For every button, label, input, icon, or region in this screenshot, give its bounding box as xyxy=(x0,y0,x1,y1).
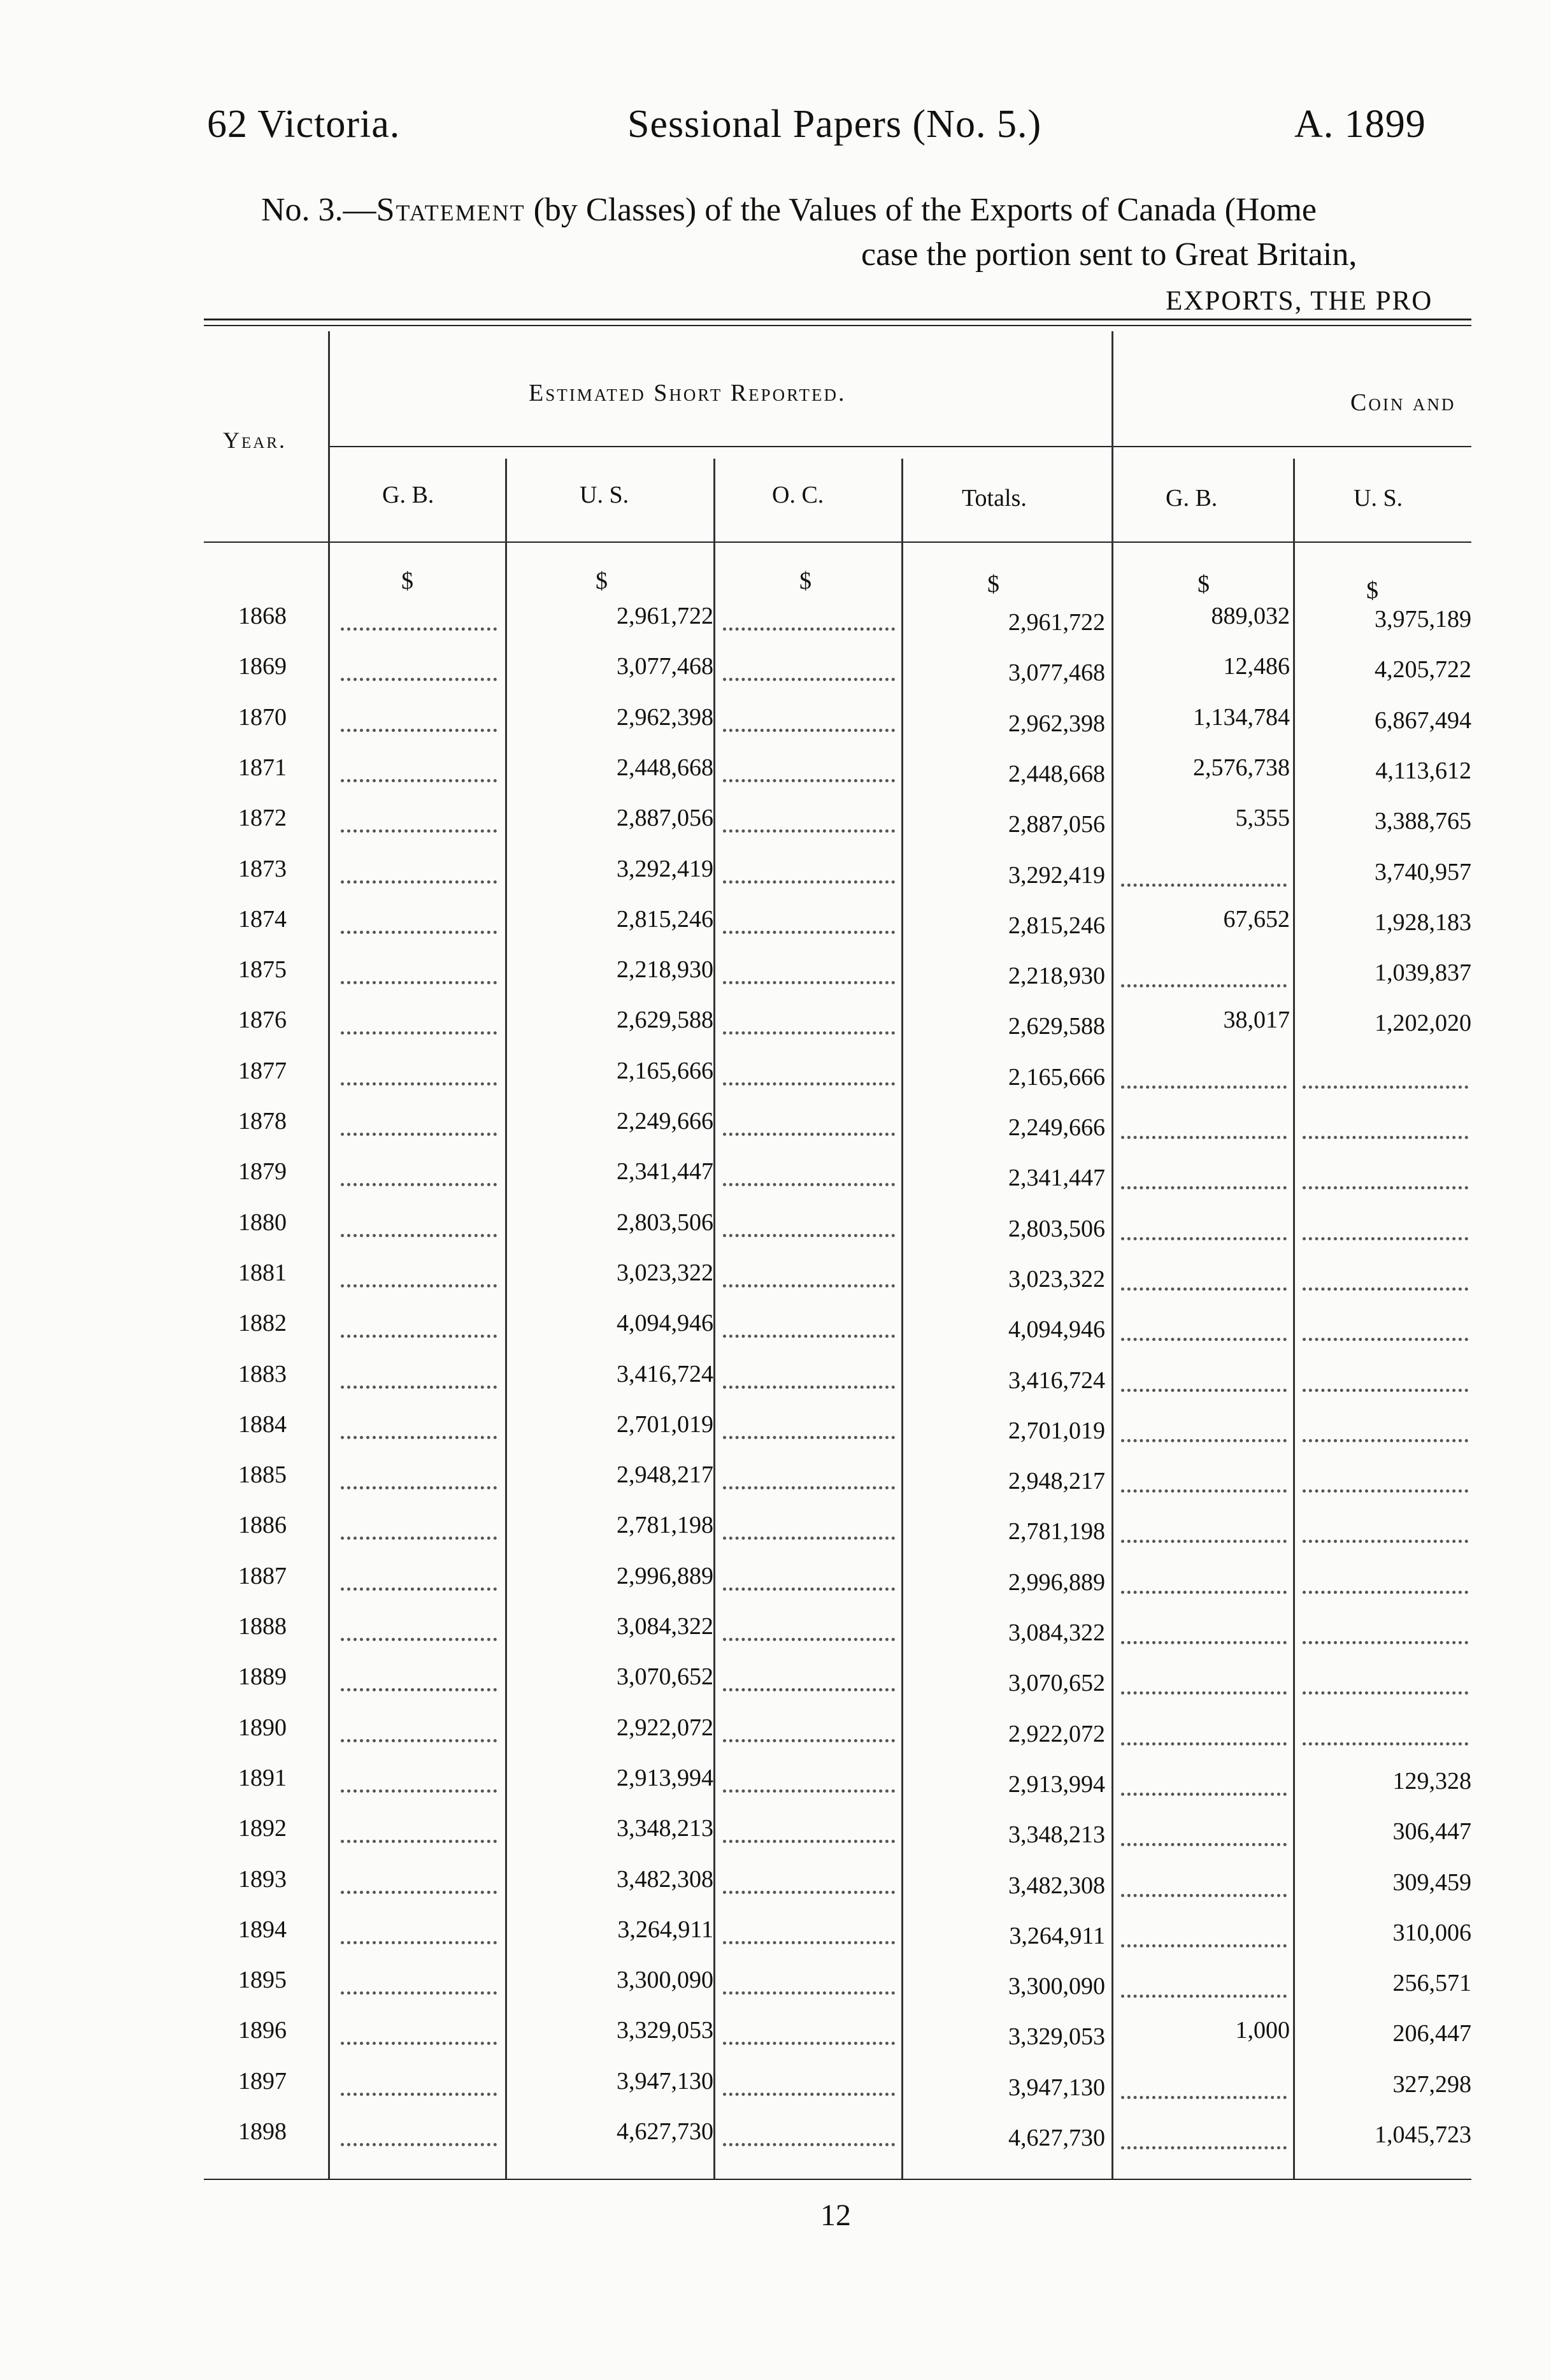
statement-word: Statement xyxy=(376,192,525,228)
leader-dots xyxy=(341,678,497,681)
leader-dots xyxy=(341,729,497,732)
leader-dots xyxy=(341,1789,497,1793)
total-value-cell: 2,913,994 xyxy=(1008,1771,1105,1798)
leader-dots xyxy=(341,931,497,934)
leader-dots xyxy=(1121,1237,1287,1240)
leader-dots xyxy=(723,1183,895,1186)
leader-dots xyxy=(723,829,895,833)
table-row xyxy=(0,1562,1551,1613)
leader-dots xyxy=(723,1284,895,1287)
us-coin-value-cell: 129,328 xyxy=(1392,1768,1471,1795)
leader-dots xyxy=(1121,1186,1287,1189)
leader-dots xyxy=(1303,1086,1468,1089)
total-value-cell: 3,329,053 xyxy=(1008,2023,1105,2050)
table-row xyxy=(0,1764,1551,1815)
total-value-cell: 2,803,506 xyxy=(1008,1215,1105,1242)
us-value-cell: 3,416,724 xyxy=(617,1361,713,1387)
us-value-cell: 3,329,053 xyxy=(617,2017,713,2044)
table-row xyxy=(0,1461,1551,1512)
leader-dots xyxy=(723,1688,895,1691)
leader-dots xyxy=(1121,1641,1287,1644)
leader-dots xyxy=(723,1840,895,1843)
total-value-cell: 4,627,730 xyxy=(1008,2125,1105,2151)
header-series: Sessional Papers (No. 5.) xyxy=(627,103,1042,146)
column-header-us2: U. S. xyxy=(1354,485,1403,512)
leader-dots xyxy=(341,1234,497,1237)
year-cell: 1881 xyxy=(238,1259,287,1286)
statement-title-line2: case the portion sent to Great Britain, xyxy=(861,236,1357,273)
total-value-cell: 2,961,722 xyxy=(1008,609,1105,636)
leader-dots xyxy=(723,1234,895,1237)
table-row xyxy=(0,1057,1551,1108)
total-value-cell: 3,077,468 xyxy=(1008,659,1105,686)
table-row xyxy=(0,1511,1551,1562)
year-cell: 1872 xyxy=(238,805,287,831)
leader-dots xyxy=(723,1941,895,1944)
leader-dots xyxy=(341,627,497,631)
leader-dots xyxy=(1303,1439,1468,1442)
us-coin-value-cell: 1,928,183 xyxy=(1375,909,1471,936)
us-value-cell: 2,962,398 xyxy=(617,704,713,731)
table-row xyxy=(0,703,1551,754)
table-row xyxy=(0,1612,1551,1663)
table-bottom-rule xyxy=(204,2179,1471,2180)
gb-coin-value-cell: 1,134,784 xyxy=(1193,704,1290,731)
leader-dots xyxy=(723,880,895,884)
total-value-cell: 2,815,246 xyxy=(1008,912,1105,939)
year-cell: 1894 xyxy=(238,1916,287,1943)
us-coin-value-cell: 6,867,494 xyxy=(1375,707,1471,734)
leader-dots xyxy=(1121,1389,1287,1392)
leader-dots xyxy=(723,2042,895,2045)
leader-dots xyxy=(341,1436,497,1439)
dollar-sign-gb: $ xyxy=(401,568,413,594)
us-coin-value-cell: 3,975,189 xyxy=(1375,606,1471,633)
dollar-sign-us2: $ xyxy=(1366,577,1378,604)
us-value-cell: 2,887,056 xyxy=(617,805,713,831)
leader-dots xyxy=(341,2143,497,2146)
column-header-us: U. S. xyxy=(580,482,629,508)
leader-dots xyxy=(723,627,895,631)
total-value-cell: 3,482,308 xyxy=(1008,1872,1105,1899)
gb-coin-value-cell: 12,486 xyxy=(1223,653,1290,680)
leader-dots xyxy=(1121,2096,1287,2099)
leader-dots xyxy=(341,1991,497,1995)
leader-dots xyxy=(723,1638,895,1641)
table-row xyxy=(0,1107,1551,1158)
year-cell: 1869 xyxy=(238,653,287,680)
total-value-cell: 3,084,322 xyxy=(1008,1619,1105,1646)
leader-dots xyxy=(723,1739,895,1742)
table-row xyxy=(0,905,1551,956)
leader-dots xyxy=(1303,1237,1468,1240)
leader-dots xyxy=(341,1133,497,1136)
gb-coin-value-cell: 5,355 xyxy=(1235,805,1290,831)
us-value-cell: 3,348,213 xyxy=(617,1815,713,1842)
column-header-gb: G. B. xyxy=(382,482,434,508)
us-value-cell: 2,629,588 xyxy=(617,1007,713,1033)
us-value-cell: 2,922,072 xyxy=(617,1714,713,1741)
leader-dots xyxy=(341,1891,497,1894)
year-cell: 1896 xyxy=(238,2017,287,2044)
total-value-cell: 2,341,447 xyxy=(1008,1165,1105,1191)
leader-dots xyxy=(341,1335,497,1338)
table-row xyxy=(0,956,1551,1007)
year-cell: 1897 xyxy=(238,2068,287,2095)
us-value-cell: 2,701,019 xyxy=(617,1411,713,1438)
table-row xyxy=(0,1006,1551,1057)
total-value-cell: 2,249,666 xyxy=(1008,1114,1105,1141)
year-cell: 1878 xyxy=(238,1108,287,1135)
us-value-cell: 3,482,308 xyxy=(617,1866,713,1893)
year-cell: 1895 xyxy=(238,1967,287,1993)
year-cell: 1888 xyxy=(238,1613,287,1640)
leader-dots xyxy=(1303,1691,1468,1695)
us-coin-value-cell: 1,045,723 xyxy=(1375,2121,1471,2148)
leader-dots xyxy=(723,1082,895,1086)
leader-dots xyxy=(341,1537,497,1540)
leader-dots xyxy=(1303,1389,1468,1392)
total-value-cell: 3,348,213 xyxy=(1008,1821,1105,1848)
leader-dots xyxy=(341,1183,497,1186)
table-row xyxy=(0,1360,1551,1411)
leader-dots xyxy=(1121,1944,1287,1947)
year-cell: 1898 xyxy=(238,2118,287,2145)
table-row xyxy=(0,1663,1551,1714)
total-value-cell: 3,023,322 xyxy=(1008,1266,1105,1293)
leader-dots xyxy=(341,1638,497,1641)
leader-dots xyxy=(341,981,497,984)
total-value-cell: 2,962,398 xyxy=(1008,710,1105,737)
year-cell: 1889 xyxy=(238,1663,287,1690)
leader-dots xyxy=(1303,1489,1468,1493)
header-year: A. 1899 xyxy=(1294,103,1426,146)
year-cell: 1893 xyxy=(238,1866,287,1893)
us-value-cell: 2,249,666 xyxy=(617,1108,713,1135)
total-value-cell: 2,948,217 xyxy=(1008,1468,1105,1495)
leader-dots xyxy=(1303,1591,1468,1594)
table-row xyxy=(0,1714,1551,1765)
leader-dots xyxy=(341,2042,497,2045)
leader-dots xyxy=(1121,1489,1287,1493)
us-value-cell: 3,264,911 xyxy=(617,1916,713,1943)
leader-dots xyxy=(1303,1338,1468,1341)
us-value-cell: 3,084,322 xyxy=(617,1613,713,1640)
year-cell: 1868 xyxy=(238,603,287,629)
leader-dots xyxy=(1121,2146,1287,2149)
leader-dots xyxy=(723,1133,895,1136)
column-header-gb2: G. B. xyxy=(1166,485,1218,512)
leader-dots xyxy=(723,1486,895,1489)
us-value-cell: 2,948,217 xyxy=(617,1461,713,1488)
gb-coin-value-cell: 2,576,738 xyxy=(1193,754,1290,781)
year-cell: 1876 xyxy=(238,1007,287,1033)
total-value-cell: 3,300,090 xyxy=(1008,1973,1105,2000)
table-row xyxy=(0,1158,1551,1208)
leader-dots xyxy=(1121,1691,1287,1695)
leader-dots xyxy=(1121,984,1287,987)
year-cell: 1880 xyxy=(238,1209,287,1236)
leader-dots xyxy=(1121,1136,1287,1139)
leader-dots xyxy=(341,829,497,833)
year-cell: 1887 xyxy=(238,1563,287,1589)
leader-dots xyxy=(1121,1742,1287,1746)
us-value-cell: 4,627,730 xyxy=(617,2118,713,2145)
leader-dots xyxy=(723,1789,895,1793)
year-cell: 1883 xyxy=(238,1361,287,1387)
us-value-cell: 2,996,889 xyxy=(617,1563,713,1589)
total-value-cell: 3,416,724 xyxy=(1008,1367,1105,1394)
us-coin-value-cell: 1,202,020 xyxy=(1375,1010,1471,1036)
leader-dots xyxy=(723,2143,895,2146)
leader-dots xyxy=(341,1941,497,1944)
leader-dots xyxy=(341,1486,497,1489)
leader-dots xyxy=(723,779,895,782)
total-value-cell: 2,448,668 xyxy=(1008,761,1105,787)
column-header-totals: Totals. xyxy=(962,485,1027,512)
us-value-cell: 2,781,198 xyxy=(617,1512,713,1538)
us-value-cell: 3,300,090 xyxy=(617,1967,713,1993)
us-value-cell: 2,448,668 xyxy=(617,754,713,781)
table-row xyxy=(0,1814,1551,1865)
us-value-cell: 3,947,130 xyxy=(617,2068,713,2095)
leader-dots xyxy=(1121,1591,1287,1594)
dollar-sign-oc: $ xyxy=(799,568,811,594)
leader-dots xyxy=(723,1588,895,1591)
table-row xyxy=(0,2118,1551,2169)
group-header-coin: Coin and xyxy=(1350,389,1456,416)
us-value-cell: 2,341,447 xyxy=(617,1158,713,1185)
us-coin-value-cell: 327,298 xyxy=(1392,2071,1471,2098)
leader-dots xyxy=(1121,1439,1287,1442)
leader-dots xyxy=(1121,884,1287,887)
year-cell: 1882 xyxy=(238,1310,287,1337)
leader-dots xyxy=(723,1335,895,1338)
us-value-cell: 3,292,419 xyxy=(617,856,713,882)
leader-dots xyxy=(723,2093,895,2096)
leader-dots xyxy=(723,1537,895,1540)
year-cell: 1871 xyxy=(238,754,287,781)
us-coin-value-cell: 310,006 xyxy=(1392,1919,1471,1946)
us-coin-value-cell: 206,447 xyxy=(1392,2020,1471,2047)
leader-dots xyxy=(1121,1793,1287,1796)
table-top-rule-2 xyxy=(204,325,1471,326)
leader-dots xyxy=(723,1436,895,1439)
dollar-sign-totals: $ xyxy=(987,571,999,598)
total-value-cell: 2,922,072 xyxy=(1008,1721,1105,1747)
statement-title-rest: (by Classes) of the Values of the Exports of Canada (Home xyxy=(525,192,1317,228)
year-cell: 1879 xyxy=(238,1158,287,1185)
us-value-cell: 2,165,666 xyxy=(617,1057,713,1084)
us-coin-value-cell: 3,740,957 xyxy=(1375,859,1471,885)
total-value-cell: 3,947,130 xyxy=(1008,2074,1105,2101)
us-value-cell: 2,803,506 xyxy=(617,1209,713,1236)
leader-dots xyxy=(1121,1338,1287,1341)
group-header-estimated: Estimated Short Reported. xyxy=(529,380,847,406)
leader-dots xyxy=(1121,1540,1287,1543)
table-row xyxy=(0,1916,1551,1967)
year-column-header: Year. xyxy=(223,427,287,453)
year-cell: 1875 xyxy=(238,956,287,983)
leader-dots xyxy=(1303,1742,1468,1746)
us-value-cell: 3,023,322 xyxy=(617,1259,713,1286)
year-cell: 1874 xyxy=(238,906,287,933)
year-cell: 1873 xyxy=(238,856,287,882)
dollar-sign-gb2: $ xyxy=(1197,571,1210,598)
leader-dots xyxy=(341,779,497,782)
leader-dots xyxy=(723,729,895,732)
us-value-cell: 2,218,930 xyxy=(617,956,713,983)
leader-dots xyxy=(341,1031,497,1035)
us-value-cell: 2,961,722 xyxy=(617,603,713,629)
table-row xyxy=(0,1259,1551,1310)
us-coin-value-cell: 4,113,612 xyxy=(1375,757,1471,784)
table-row xyxy=(0,804,1551,855)
gb-coin-value-cell: 1,000 xyxy=(1235,2017,1290,2044)
statement-title-line3: EXPORTS, THE PRO xyxy=(1166,286,1433,316)
total-value-cell: 2,218,930 xyxy=(1008,963,1105,989)
us-value-cell: 3,070,652 xyxy=(617,1663,713,1690)
total-value-cell: 4,094,946 xyxy=(1008,1316,1105,1343)
table-row xyxy=(0,1966,1551,2017)
total-value-cell: 3,264,911 xyxy=(1009,1923,1105,1949)
year-cell: 1885 xyxy=(238,1461,287,1488)
gb-coin-value-cell: 38,017 xyxy=(1223,1007,1290,1033)
table-row xyxy=(0,2067,1551,2118)
group-underline xyxy=(328,446,1471,447)
year-cell: 1891 xyxy=(238,1765,287,1791)
table-row xyxy=(0,652,1551,703)
leader-dots xyxy=(723,981,895,984)
leader-dots xyxy=(1303,1641,1468,1644)
column-header-oc: O. C. xyxy=(772,482,824,508)
gb-coin-value-cell: 67,652 xyxy=(1223,906,1290,933)
us-value-cell: 2,815,246 xyxy=(617,906,713,933)
year-cell: 1884 xyxy=(238,1411,287,1438)
us-value-cell: 4,094,946 xyxy=(617,1310,713,1337)
leader-dots xyxy=(341,1688,497,1691)
leader-dots xyxy=(341,1739,497,1742)
table-row xyxy=(0,1208,1551,1259)
leader-dots xyxy=(723,1031,895,1035)
leader-dots xyxy=(1303,1186,1468,1189)
us-value-cell: 3,077,468 xyxy=(617,653,713,680)
total-value-cell: 2,701,019 xyxy=(1008,1417,1105,1444)
leader-dots xyxy=(341,2093,497,2096)
statement-title-line1 xyxy=(261,191,1317,229)
leader-dots xyxy=(341,1386,497,1389)
year-cell: 1870 xyxy=(238,704,287,731)
table-row xyxy=(0,1865,1551,1916)
total-value-cell: 2,165,666 xyxy=(1008,1064,1105,1091)
leader-dots xyxy=(1121,1287,1287,1291)
us-coin-value-cell: 4,205,722 xyxy=(1375,656,1471,683)
total-value-cell: 2,629,588 xyxy=(1008,1013,1105,1040)
us-coin-value-cell: 256,571 xyxy=(1392,1970,1471,1996)
leader-dots xyxy=(1121,1086,1287,1089)
table-top-rule xyxy=(204,319,1471,320)
table-row xyxy=(0,2016,1551,2067)
leader-dots xyxy=(1121,1995,1287,1998)
leader-dots xyxy=(1303,1287,1468,1291)
leader-dots xyxy=(723,1891,895,1894)
us-coin-value-cell: 1,039,837 xyxy=(1375,959,1471,986)
leader-dots xyxy=(341,1082,497,1086)
table-row xyxy=(0,1410,1551,1461)
table-row xyxy=(0,855,1551,906)
leader-dots xyxy=(341,1840,497,1843)
leader-dots xyxy=(341,1284,497,1287)
dollar-sign-us: $ xyxy=(596,568,608,594)
us-coin-value-cell: 306,447 xyxy=(1392,1818,1471,1845)
year-cell: 1892 xyxy=(238,1815,287,1842)
total-value-cell: 2,781,198 xyxy=(1008,1518,1105,1545)
us-coin-value-cell: 309,459 xyxy=(1392,1869,1471,1896)
us-coin-value-cell: 3,388,765 xyxy=(1375,808,1471,835)
leader-dots xyxy=(1303,1136,1468,1139)
leader-dots xyxy=(341,880,497,884)
page-number: 12 xyxy=(820,2198,851,2232)
year-cell: 1886 xyxy=(238,1512,287,1538)
leader-dots xyxy=(723,1386,895,1389)
leader-dots xyxy=(1121,1894,1287,1897)
leader-dots xyxy=(723,931,895,934)
leader-dots xyxy=(723,1991,895,1995)
statement-prefix: No. 3.— xyxy=(261,192,376,228)
leader-dots xyxy=(723,678,895,681)
total-value-cell: 3,070,652 xyxy=(1008,1670,1105,1696)
year-cell: 1877 xyxy=(238,1057,287,1084)
year-cell: 1890 xyxy=(238,1714,287,1741)
leader-dots xyxy=(341,1588,497,1591)
header-volume: 62 Victoria. xyxy=(207,103,401,146)
gb-coin-value-cell: 889,032 xyxy=(1211,603,1290,629)
header-bottom-rule xyxy=(204,541,1471,543)
us-value-cell: 2,913,994 xyxy=(617,1765,713,1791)
leader-dots xyxy=(1303,1540,1468,1543)
total-value-cell: 3,292,419 xyxy=(1008,862,1105,889)
total-value-cell: 2,887,056 xyxy=(1008,811,1105,838)
table-row xyxy=(0,754,1551,805)
table-row xyxy=(0,1309,1551,1360)
total-value-cell: 2,996,889 xyxy=(1008,1569,1105,1596)
leader-dots xyxy=(1121,1843,1287,1846)
table-row xyxy=(0,602,1551,653)
